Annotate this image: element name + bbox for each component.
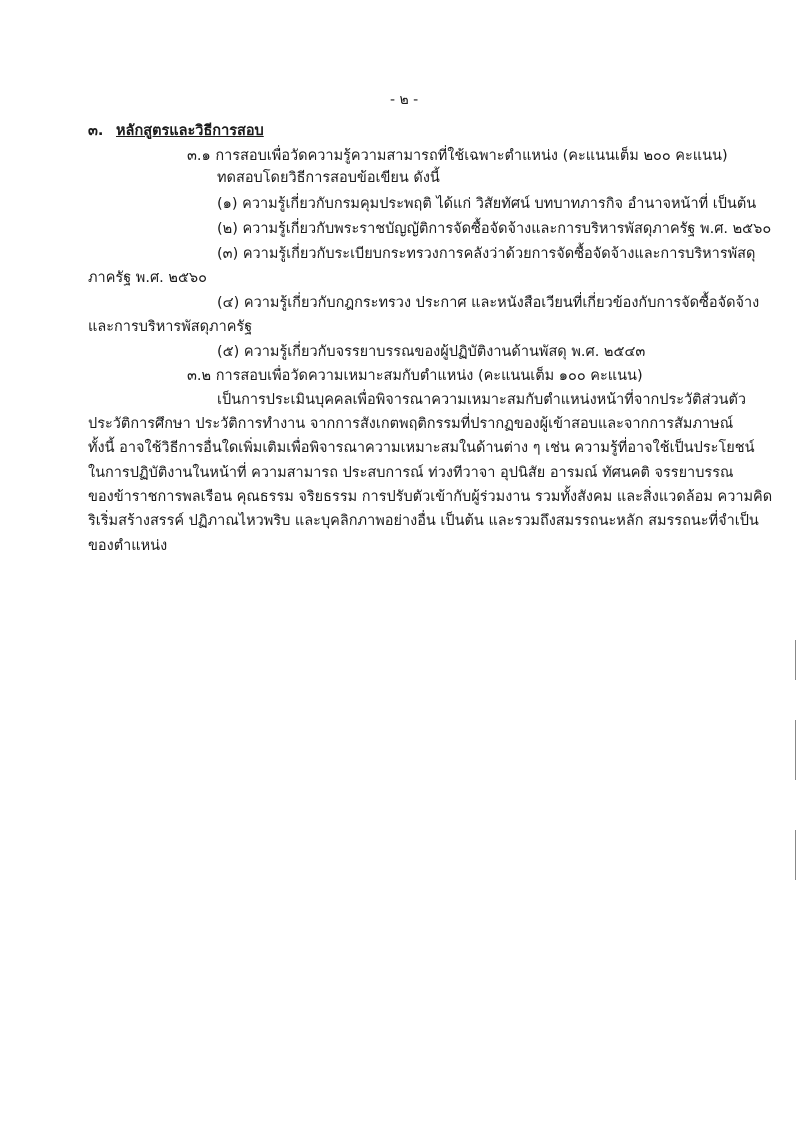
paragraph-line-1: เป็นการประเมินบุคคลเพื่อพิจารณาความเหมาะสมกับตำแหน่งหน้าที่จากประวัติส่วนตัว <box>217 392 747 408</box>
paragraph-line-2: ประวัติการศึกษา ประวัติการทำงาน จากการสังเกตพฤติกรรมที่ปรากฏของผู้เข้าสอบและจากการสัมภาษณ์ <box>88 416 734 432</box>
exam-topic-2: (๒) ความรู้เกี่ยวกับพระราชบัญญัติการจัดซื้อจัดจ้างและการบริหารพัสดุภาครัฐ พ.ศ. ๒๕๖๐ <box>217 221 772 237</box>
subsection-3-1-heading: ๓.๑ การสอบเพื่อวัดความรู้ความสามารถที่ใช้เฉพาะตำแหน่ง (คะแนนเต็ม ๒๐๐ คะแนน) <box>187 148 728 164</box>
scan-edge-mark <box>795 830 796 880</box>
exam-topic-4-continued: และการบริหารพัสดุภาครัฐ <box>88 319 253 335</box>
exam-topic-3: (๓) ความรู้เกี่ยวกับระเบียบกระทรวงการคลังว่าด้วยการจัดซื้อจัดจ้างและการบริหารพัสดุ <box>217 246 756 262</box>
exam-method-text: ทดสอบโดยวิธีการสอบข้อเขียน ดังนี้ <box>217 170 440 186</box>
paragraph-line-5: ของข้าราชการพลเรือน คุณธรรม จริยธรรม การปรับตัวเข้ากับผู้ร่วมงาน รวมทั้งสังคม และสิ่งแวดล้อม ความคิด <box>88 489 773 505</box>
paragraph-line-3: ทั้งนี้ อาจใช้วิธีการอื่นใดเพิ่มเติมเพื่อพิจารณาความเหมาะสมในด้านต่าง ๆ เช่น ความรู้ที่อาจใช้เป็นประโยชน์ <box>88 440 755 456</box>
section-title: หลักสูตรและวิธีการสอบ <box>116 123 264 139</box>
exam-topic-5: (๕) ความรู้เกี่ยวกับจรรยาบรรณของผู้ปฏิบัติงานด้านพัสดุ พ.ศ. ๒๕๔๓ <box>217 344 646 360</box>
paragraph-line-4: ในการปฏิบัติงานในหน้าที่ ความสามารถ ประสบการณ์ ท่วงทีวาจา อุปนิสัย อารมณ์ ทัศนคติ จรรยาบรรณ <box>88 465 734 481</box>
page-number: - ๒ - <box>390 92 419 108</box>
exam-topic-4: (๔) ความรู้เกี่ยวกับกฎกระทรวง ประกาศ และหนังสือเวียนที่เกี่ยวข้องกับการจัดซื้อจัดจ้าง <box>217 295 760 311</box>
exam-topic-3-continued: ภาครัฐ พ.ศ. ๒๕๖๐ <box>88 270 207 286</box>
subsection-3-2-heading: ๓.๒ การสอบเพื่อวัดความเหมาะสมกับตำแหน่ง (คะแนนเต็ม ๑๐๐ คะแนน) <box>187 368 643 384</box>
exam-topic-1: (๑) ความรู้เกี่ยวกับกรมคุมประพฤติ ได้แก่ วิสัยทัศน์ บทบาทภารกิจ อำนาจหน้าที่ เป็นต้น <box>217 196 757 212</box>
section-number: ๓. <box>88 123 104 139</box>
paragraph-line-7: ของตำแหน่ง <box>88 538 168 554</box>
paragraph-line-6: ริเริ่มสร้างสรรค์ ปฏิภาณไหวพริบ และบุคลิกภาพอย่างอื่น เป็นต้น และรวมถึงสมรรถนะหลัก สมรรถนะที่จำเป็น <box>88 513 759 529</box>
scan-edge-mark <box>795 720 796 780</box>
scan-edge-mark <box>795 640 796 680</box>
